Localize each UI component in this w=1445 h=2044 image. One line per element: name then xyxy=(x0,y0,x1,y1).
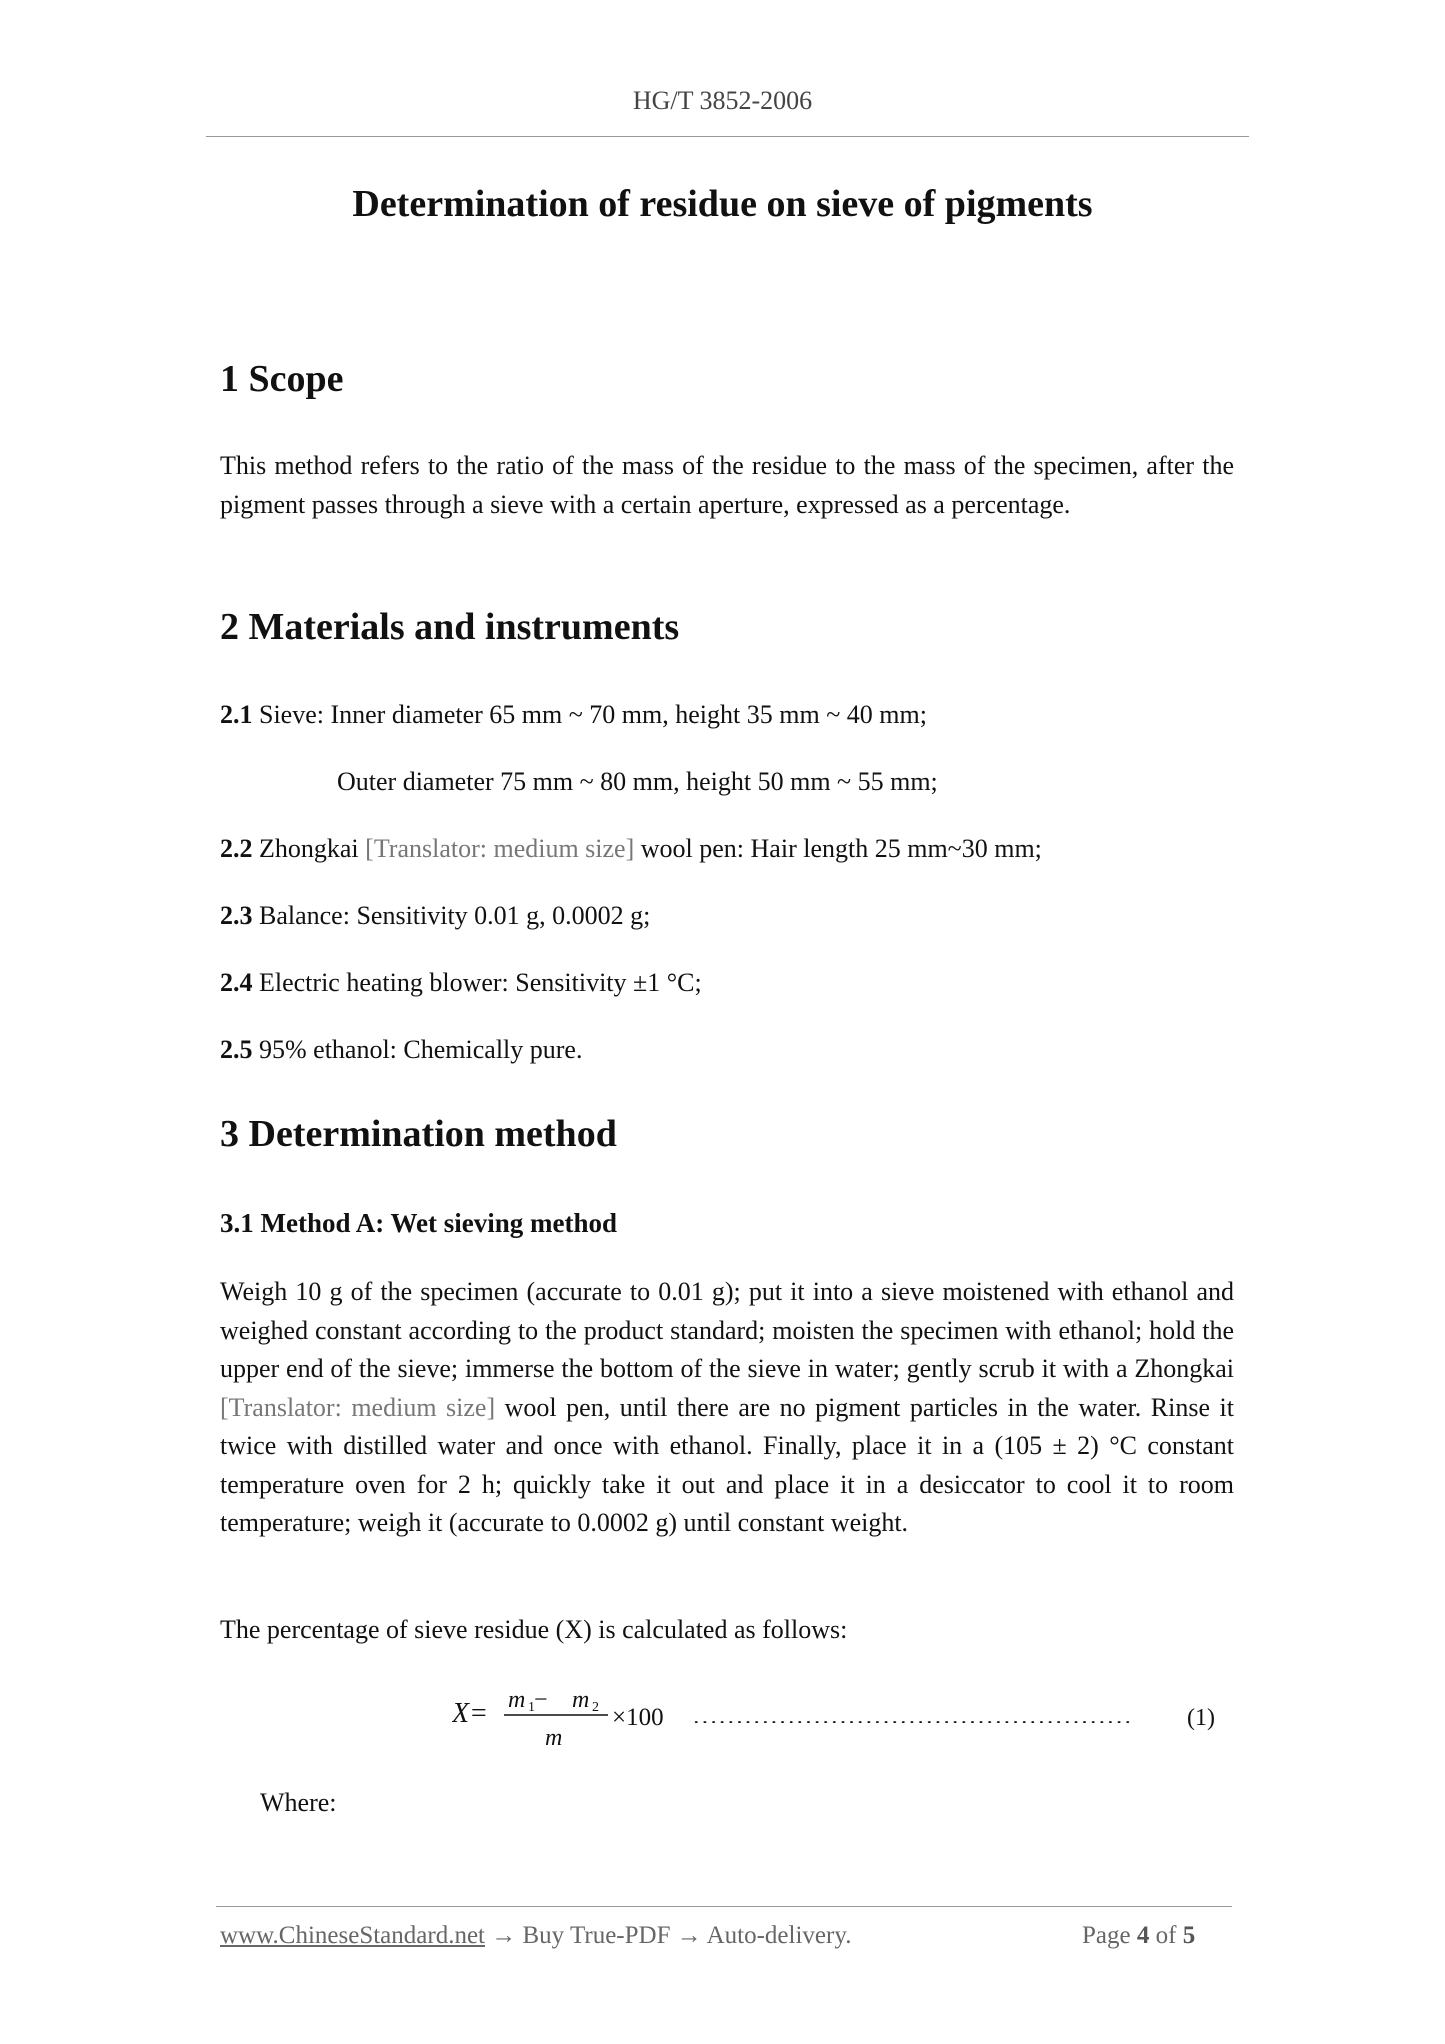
page-total: 5 xyxy=(1182,1922,1196,1949)
section-2-heading: 2 Materials and instruments xyxy=(220,606,680,648)
formula-minus: − xyxy=(534,1687,548,1713)
item-number: 2.3 xyxy=(220,901,253,930)
page-label: Page xyxy=(1082,1922,1137,1949)
formula-numerator-m2: m xyxy=(572,1687,590,1713)
item-text: Outer diameter 75 mm ~ 80 mm, height 50 mm ~ 55 mm; xyxy=(337,767,938,796)
header-divider xyxy=(206,136,1249,137)
item-2-1 xyxy=(220,700,927,730)
item-text: Electric heating blower: Sensitivity ±1 °C; xyxy=(252,968,702,997)
formula-multiplier: ×100 xyxy=(612,1704,664,1731)
formula-sub-2: 2 xyxy=(592,1700,599,1715)
arrow-icon: → xyxy=(485,1922,523,1949)
item-number: 2.1 xyxy=(220,700,253,729)
arrow-icon: → xyxy=(670,1922,707,1949)
translator-note: [Translator: medium size] xyxy=(365,834,635,863)
item-2-3 xyxy=(220,901,650,931)
item-number: 2.4 xyxy=(220,968,253,997)
item-2-5 xyxy=(220,1035,582,1065)
paragraph-text: wool pen, until there are no pigment particles in the water. Rinse it twice with distilled water and once with ethanol. Finally, place it in a (105 ± 2) °C constant temperature oven for 2 h; quickly take it out and place it in a desiccator to cool it to room temperature; weigh it (accurate to 0.0002 g) until constant weight. xyxy=(220,1392,1234,1537)
formula-sub-1: 1 xyxy=(528,1700,535,1715)
where-label: Where: xyxy=(260,1788,337,1817)
subsection-3-1-heading: 3.1 Method A: Wet sieving method xyxy=(220,1208,617,1238)
item-2-1-continued xyxy=(337,767,938,797)
section-3-1-paragraph xyxy=(220,1273,1234,1543)
item-text: Zhongkai xyxy=(252,834,366,863)
document-title: Determination of residue on sieve of pigments xyxy=(352,183,1093,225)
item-text: wool pen: Hair length 25 mm~30 mm; xyxy=(634,834,1042,863)
equation-number: (1) xyxy=(1187,1705,1215,1731)
section-1-paragraph: This method refers to the ratio of the mass of the residue to the mass of the specimen, after the pigment passes through a sieve with a certain aperture, expressed as a percentage. xyxy=(220,451,1234,519)
item-number: 2.2 xyxy=(220,834,253,863)
page-number: 4 xyxy=(1136,1922,1150,1949)
translator-note: [Translator: medium size] xyxy=(220,1392,496,1422)
paragraph-text: Weigh 10 g of the specimen (accurate to 0.01 g); put it into a sieve moistened with ethanol and weighed constant according to the product standard; moisten the specimen with ethanol; hold the upper end of the sieve; immerse the bottom of the sieve in water; gently scrub it with a Zhongkai xyxy=(220,1277,1234,1383)
footer-divider xyxy=(216,1906,1232,1907)
buy-text: Buy True-PDF xyxy=(522,1922,671,1949)
of-label: of xyxy=(1149,1922,1183,1949)
item-text: Sieve: Inner diameter 65 mm ~ 70 mm, height 35 mm ~ 40 mm; xyxy=(252,700,927,729)
formula-lhs: X= xyxy=(452,1698,488,1729)
item-text: 95% ethanol: Chemically pure. xyxy=(252,1035,583,1064)
item-number: 2.5 xyxy=(220,1035,253,1064)
page-indicator xyxy=(1082,1922,1195,1950)
formula-denominator: m xyxy=(545,1725,563,1751)
section-1-heading: 1 Scope xyxy=(220,358,344,400)
page-header-code: HG/T 3852-2006 xyxy=(632,86,813,115)
item-2-2 xyxy=(220,834,1042,864)
formula-numerator-m1: m xyxy=(508,1687,526,1713)
section-3-heading: 3 Determination method xyxy=(220,1113,617,1155)
delivery-text: Auto-delivery. xyxy=(706,1922,852,1949)
formula-1 xyxy=(452,1687,1234,1757)
item-2-4 xyxy=(220,968,702,998)
calculation-intro: The percentage of sieve residue (X) is calculated as follows: xyxy=(220,1615,848,1644)
formula-leader-dots: …………………………………………… xyxy=(692,1710,1132,1727)
footer-promo xyxy=(220,1922,851,1950)
site-link[interactable]: www.ChineseStandard.net xyxy=(220,1922,485,1949)
item-text: Balance: Sensitivity 0.01 g, 0.0002 g; xyxy=(252,901,651,930)
